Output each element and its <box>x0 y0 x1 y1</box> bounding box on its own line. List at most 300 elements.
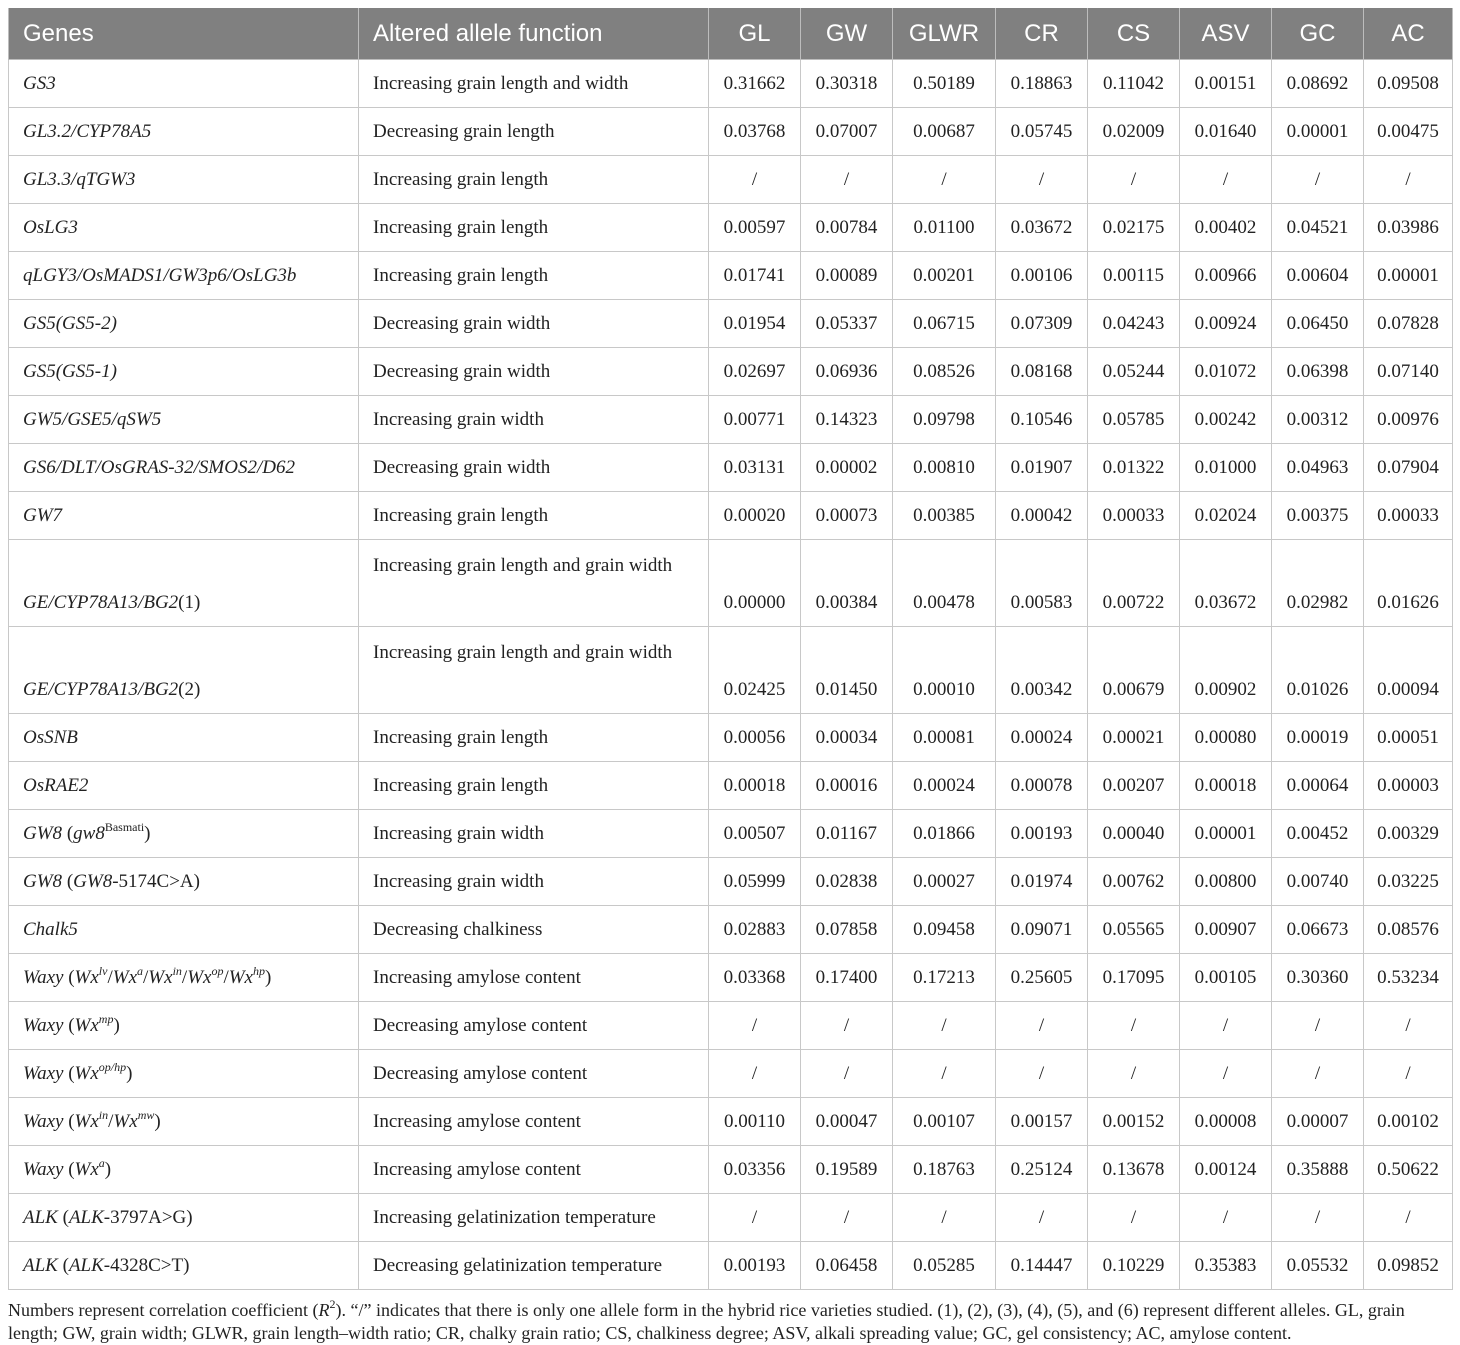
gene-text: ( <box>62 871 74 892</box>
value-cell: 0.00073 <box>801 492 893 540</box>
value-cell: 0.00021 <box>1088 714 1180 762</box>
value-cell: 0.00762 <box>1088 858 1180 906</box>
value-cell: / <box>893 1194 996 1242</box>
column-header: ASV <box>1180 8 1272 60</box>
table-row <box>9 1242 1453 1290</box>
value-cell: 0.00033 <box>1088 492 1180 540</box>
gene-superscript: a <box>137 964 144 978</box>
value-cell: / <box>893 1002 996 1050</box>
value-cell: / <box>1180 1050 1272 1098</box>
value-cell: 0.02024 <box>1180 492 1272 540</box>
value-cell: 0.00018 <box>1180 762 1272 810</box>
gene-text: Wx <box>74 1015 99 1036</box>
gene-text: -3797A>G) <box>103 1207 193 1228</box>
allele-function-cell: Decreasing grain width <box>359 300 709 348</box>
value-cell: 0.01450 <box>801 627 893 714</box>
column-header: GLWR <box>893 8 996 60</box>
value-cell: 0.17213 <box>893 954 996 1002</box>
value-cell: 0.05565 <box>1088 906 1180 954</box>
value-cell: / <box>1180 156 1272 204</box>
gene-text: OsLG3 <box>23 217 78 238</box>
gene-text: ) <box>144 823 151 844</box>
gene-text: ( <box>57 1255 69 1276</box>
gene-text: Waxy <box>23 1111 64 1132</box>
table-row <box>9 627 1453 714</box>
value-cell: 0.01974 <box>996 858 1088 906</box>
table-row <box>9 858 1453 906</box>
allele-function-cell: Decreasing chalkiness <box>359 906 709 954</box>
value-cell: 0.00106 <box>996 252 1088 300</box>
value-cell: 0.06458 <box>801 1242 893 1290</box>
gene-text: GW8 <box>23 823 63 844</box>
value-cell: 0.07858 <box>801 906 893 954</box>
value-cell: 0.01741 <box>709 252 801 300</box>
value-cell: 0.00008 <box>1180 1098 1272 1146</box>
gene-cell <box>9 1194 359 1242</box>
gene-text: ALK <box>23 1207 58 1228</box>
value-cell: / <box>1088 1002 1180 1050</box>
gene-cell <box>9 60 359 108</box>
allele-function-cell: Increasing grain length and grain width <box>359 627 709 714</box>
value-cell: 0.05999 <box>709 858 801 906</box>
gene-text: Wx <box>187 967 212 988</box>
value-cell: 0.01640 <box>1180 108 1272 156</box>
value-cell: / <box>801 1002 893 1050</box>
value-cell: 0.00800 <box>1180 858 1272 906</box>
gene-superscript: Basmati <box>104 820 145 834</box>
value-cell: 0.01072 <box>1180 348 1272 396</box>
gene-text: ( <box>63 1063 75 1084</box>
gene-cell <box>9 492 359 540</box>
value-cell: 0.00201 <box>893 252 996 300</box>
value-cell: / <box>1364 156 1453 204</box>
allele-function-cell: Decreasing gelatinization temperature <box>359 1242 709 1290</box>
gene-text: -4328C>T) <box>103 1255 190 1276</box>
value-cell: 0.00110 <box>709 1098 801 1146</box>
value-cell: 0.00001 <box>1272 108 1364 156</box>
value-cell: / <box>893 1050 996 1098</box>
value-cell: 0.01907 <box>996 444 1088 492</box>
value-cell: 0.00722 <box>1088 540 1180 627</box>
value-cell: / <box>1364 1002 1453 1050</box>
gene-text: GS3 <box>23 73 56 94</box>
value-cell: 0.00597 <box>709 204 801 252</box>
value-cell: 0.02009 <box>1088 108 1180 156</box>
value-cell: / <box>996 156 1088 204</box>
gene-superscript: hp <box>253 964 265 978</box>
table-row <box>9 348 1453 396</box>
allele-function-cell: Increasing grain length <box>359 252 709 300</box>
column-header: GL <box>709 8 801 60</box>
gene-text: / <box>223 967 229 988</box>
value-cell: 0.05337 <box>801 300 893 348</box>
allele-function-cell: Increasing gelatinization temperature <box>359 1194 709 1242</box>
allele-function-cell: Decreasing grain width <box>359 444 709 492</box>
value-cell: 0.35383 <box>1180 1242 1272 1290</box>
allele-function-cell: Increasing grain width <box>359 810 709 858</box>
gene-text: ALK <box>23 1255 58 1276</box>
value-cell: 0.00402 <box>1180 204 1272 252</box>
value-cell: 0.00385 <box>893 492 996 540</box>
allele-function-cell: Decreasing amylose content <box>359 1050 709 1098</box>
gene-cell <box>9 252 359 300</box>
gene-text: Chalk5 <box>23 919 78 940</box>
value-cell: / <box>1364 1194 1453 1242</box>
gene-cell <box>9 1002 359 1050</box>
gene-cell <box>9 954 359 1002</box>
value-cell: 0.00157 <box>996 1098 1088 1146</box>
value-cell: 0.00047 <box>801 1098 893 1146</box>
value-cell: 0.00312 <box>1272 396 1364 444</box>
value-cell: 0.00033 <box>1364 492 1453 540</box>
value-cell: 0.00056 <box>709 714 801 762</box>
allele-function-cell: Increasing grain length <box>359 204 709 252</box>
value-cell: 0.00375 <box>1272 492 1364 540</box>
value-cell: / <box>709 1194 801 1242</box>
value-cell: / <box>1180 1194 1272 1242</box>
gene-cell <box>9 1242 359 1290</box>
value-cell: 0.09798 <box>893 396 996 444</box>
gene-text: Wx <box>74 1063 99 1084</box>
value-cell: 0.00020 <box>709 492 801 540</box>
gene-cell <box>9 300 359 348</box>
value-cell: 0.00016 <box>801 762 893 810</box>
value-cell: 0.08692 <box>1272 60 1364 108</box>
gene-text: Wx <box>74 1159 99 1180</box>
table-container <box>8 8 1452 1345</box>
allele-function-cell: Increasing grain width <box>359 858 709 906</box>
table-row <box>9 1146 1453 1194</box>
value-cell: 0.25124 <box>996 1146 1088 1194</box>
value-cell: 0.17400 <box>801 954 893 1002</box>
gene-text: GE/CYP78A13/BG2 <box>23 679 179 700</box>
value-cell: 0.17095 <box>1088 954 1180 1002</box>
gene-text: Wx <box>74 967 99 988</box>
value-cell: 0.03768 <box>709 108 801 156</box>
value-cell: 0.02425 <box>709 627 801 714</box>
value-cell: 0.00242 <box>1180 396 1272 444</box>
gene-text: OsRAE2 <box>23 775 89 796</box>
gene-text: ( <box>57 1207 69 1228</box>
value-cell: 0.00081 <box>893 714 996 762</box>
value-cell: 0.14447 <box>996 1242 1088 1290</box>
value-cell: / <box>996 1194 1088 1242</box>
gene-text: Wx <box>228 967 253 988</box>
footnote-abbreviations: GL, grain length; GW, grain width; GLWR, grain length–width ratio; CR, chalky grain ratio; CS, chalkiness degree; ASV, alkali spreading value; GC, gel consistency; AC, amylose content. <box>8 1300 1405 1343</box>
allele-function-cell: Increasing grain width <box>359 396 709 444</box>
table-row <box>9 906 1453 954</box>
table-row <box>9 954 1453 1002</box>
value-cell: 0.03225 <box>1364 858 1453 906</box>
value-cell: 0.01026 <box>1272 627 1364 714</box>
value-cell: 0.06450 <box>1272 300 1364 348</box>
gene-text: ALK <box>68 1207 104 1228</box>
column-header: CR <box>996 8 1088 60</box>
gene-text: qLGY3/OsMADS1/GW3p6/OsLG3b <box>23 265 297 286</box>
allele-function-cell: Decreasing grain length <box>359 108 709 156</box>
table-footnote <box>8 1299 1452 1345</box>
value-cell: 0.00810 <box>893 444 996 492</box>
value-cell: 0.03672 <box>996 204 1088 252</box>
table-row <box>9 396 1453 444</box>
gene-text: / <box>107 967 113 988</box>
value-cell: 0.30360 <box>1272 954 1364 1002</box>
value-cell: 0.00740 <box>1272 858 1364 906</box>
value-cell: 0.00027 <box>893 858 996 906</box>
value-cell: 0.01167 <box>801 810 893 858</box>
gene-cell <box>9 156 359 204</box>
gene-cell <box>9 348 359 396</box>
value-cell: 0.02175 <box>1088 204 1180 252</box>
value-cell: / <box>1180 1002 1272 1050</box>
value-cell: 0.00115 <box>1088 252 1180 300</box>
value-cell: 0.00089 <box>801 252 893 300</box>
gene-text: / <box>108 1111 114 1132</box>
gene-cell <box>9 810 359 858</box>
table-row <box>9 1002 1453 1050</box>
gene-text: GL3.2/CYP78A5 <box>23 121 152 142</box>
value-cell: 0.07007 <box>801 108 893 156</box>
allele-function-cell: Increasing amylose content <box>359 954 709 1002</box>
gene-text: Wx <box>148 967 173 988</box>
value-cell: 0.30318 <box>801 60 893 108</box>
value-cell: / <box>996 1002 1088 1050</box>
gene-text: (2) <box>178 679 201 700</box>
value-cell: 0.01866 <box>893 810 996 858</box>
gene-superscript: in <box>98 1108 109 1122</box>
header-row <box>9 8 1453 60</box>
gene-text: (1) <box>178 592 201 613</box>
value-cell: / <box>1272 1002 1364 1050</box>
value-cell: / <box>709 1002 801 1050</box>
value-cell: 0.00024 <box>893 762 996 810</box>
value-cell: 0.02697 <box>709 348 801 396</box>
value-cell: 0.02883 <box>709 906 801 954</box>
value-cell: 0.00124 <box>1180 1146 1272 1194</box>
gene-cell <box>9 444 359 492</box>
value-cell: 0.00604 <box>1272 252 1364 300</box>
value-cell: 0.01626 <box>1364 540 1453 627</box>
gene-text: Waxy <box>23 1063 64 1084</box>
gene-text: GW8 <box>23 871 63 892</box>
gene-text: ( <box>62 823 74 844</box>
value-cell: 0.00094 <box>1364 627 1453 714</box>
table-row <box>9 762 1453 810</box>
gene-text: GW5/GSE5/qSW5 <box>23 409 162 430</box>
value-cell: 0.03672 <box>1180 540 1272 627</box>
allele-function-cell: Increasing grain length <box>359 714 709 762</box>
footnote-r: R <box>318 1300 330 1320</box>
gene-cell <box>9 1146 359 1194</box>
value-cell: 0.00040 <box>1088 810 1180 858</box>
gene-text: GE/CYP78A13/BG2 <box>23 592 179 613</box>
value-cell: 0.00010 <box>893 627 996 714</box>
allele-function-cell: Decreasing grain width <box>359 348 709 396</box>
footnote-text-1: Numbers represent correlation coefficient ( <box>8 1300 319 1320</box>
allele-function-cell: Increasing grain length <box>359 492 709 540</box>
column-header: Altered allele function <box>359 8 709 60</box>
gene-cell <box>9 108 359 156</box>
gene-superscript: op/hp <box>98 1060 127 1074</box>
gene-superscript: op <box>211 964 224 978</box>
value-cell: / <box>1088 1050 1180 1098</box>
gene-text: / <box>181 967 188 988</box>
gene-text: ( <box>63 1015 75 1036</box>
column-header: Genes <box>9 8 359 60</box>
value-cell: / <box>893 156 996 204</box>
value-cell: 0.00784 <box>801 204 893 252</box>
value-cell: 0.00193 <box>709 1242 801 1290</box>
gene-text: ) <box>265 967 272 988</box>
value-cell: 0.11042 <box>1088 60 1180 108</box>
gene-text: ( <box>63 1111 75 1132</box>
value-cell: 0.00907 <box>1180 906 1272 954</box>
value-cell: 0.50622 <box>1364 1146 1453 1194</box>
value-cell: 0.00107 <box>893 1098 996 1146</box>
value-cell: 0.06673 <box>1272 906 1364 954</box>
value-cell: 0.00019 <box>1272 714 1364 762</box>
column-header: GW <box>801 8 893 60</box>
value-cell: 0.53234 <box>1364 954 1453 1002</box>
gene-superscript: mw <box>137 1108 155 1122</box>
value-cell: 0.19589 <box>801 1146 893 1194</box>
value-cell: 0.00478 <box>893 540 996 627</box>
value-cell: 0.01100 <box>893 204 996 252</box>
value-cell: / <box>1272 1194 1364 1242</box>
gene-text: Waxy <box>23 1159 64 1180</box>
value-cell: 0.08168 <box>996 348 1088 396</box>
table-row <box>9 540 1453 627</box>
value-cell: 0.35888 <box>1272 1146 1364 1194</box>
value-cell: / <box>1088 156 1180 204</box>
value-cell: 0.07309 <box>996 300 1088 348</box>
gene-text: ALK <box>68 1255 104 1276</box>
value-cell: 0.01954 <box>709 300 801 348</box>
value-cell: 0.00080 <box>1180 714 1272 762</box>
value-cell: 0.00384 <box>801 540 893 627</box>
gene-cell <box>9 396 359 444</box>
gene-cell <box>9 204 359 252</box>
value-cell: 0.08576 <box>1364 906 1453 954</box>
value-cell: / <box>801 1050 893 1098</box>
value-cell: 0.05745 <box>996 108 1088 156</box>
gene-superscript: a <box>98 1156 105 1170</box>
value-cell: 0.09071 <box>996 906 1088 954</box>
value-cell: 0.00976 <box>1364 396 1453 444</box>
allele-function-cell: Increasing grain length <box>359 156 709 204</box>
value-cell: 0.00771 <box>709 396 801 444</box>
gene-superscript: in <box>172 964 182 978</box>
table-row <box>9 252 1453 300</box>
gene-text: / <box>143 967 149 988</box>
value-cell: 0.06936 <box>801 348 893 396</box>
value-cell: 0.00475 <box>1364 108 1453 156</box>
value-cell: 0.00034 <box>801 714 893 762</box>
value-cell: 0.25605 <box>996 954 1088 1002</box>
allele-function-cell: Increasing grain length and width <box>359 60 709 108</box>
value-cell: 0.00001 <box>1364 252 1453 300</box>
value-cell: / <box>709 156 801 204</box>
allele-function-cell: Increasing amylose content <box>359 1146 709 1194</box>
value-cell: 0.04243 <box>1088 300 1180 348</box>
value-cell: 0.00507 <box>709 810 801 858</box>
gene-cell <box>9 714 359 762</box>
table-row <box>9 1194 1453 1242</box>
value-cell: 0.00687 <box>893 108 996 156</box>
value-cell: 0.04521 <box>1272 204 1364 252</box>
table-row <box>9 714 1453 762</box>
table-row <box>9 492 1453 540</box>
gene-correlation-table <box>8 8 1453 1290</box>
value-cell: 0.07904 <box>1364 444 1453 492</box>
gene-cell <box>9 906 359 954</box>
gene-cell <box>9 858 359 906</box>
value-cell: 0.00000 <box>709 540 801 627</box>
value-cell: / <box>996 1050 1088 1098</box>
value-cell: / <box>1088 1194 1180 1242</box>
gene-text: ) <box>104 1159 112 1180</box>
value-cell: 0.04963 <box>1272 444 1364 492</box>
value-cell: 0.07140 <box>1364 348 1453 396</box>
table-row <box>9 300 1453 348</box>
gene-cell <box>9 1050 359 1098</box>
value-cell: 0.13678 <box>1088 1146 1180 1194</box>
gene-text: Waxy <box>23 1015 64 1036</box>
gene-superscript: mp <box>98 1012 114 1026</box>
value-cell: 0.03131 <box>709 444 801 492</box>
value-cell: 0.09852 <box>1364 1242 1453 1290</box>
value-cell: 0.00207 <box>1088 762 1180 810</box>
value-cell: 0.02982 <box>1272 540 1364 627</box>
gene-text: OsSNB <box>23 727 78 748</box>
value-cell: 0.00924 <box>1180 300 1272 348</box>
value-cell: / <box>801 1194 893 1242</box>
gene-text: GW8 <box>73 871 113 892</box>
gene-cell <box>9 627 359 714</box>
value-cell: 0.05244 <box>1088 348 1180 396</box>
value-cell: 0.05785 <box>1088 396 1180 444</box>
table-row <box>9 108 1453 156</box>
value-cell: 0.31662 <box>709 60 801 108</box>
allele-function-cell: Increasing grain length <box>359 762 709 810</box>
value-cell: 0.00051 <box>1364 714 1453 762</box>
value-cell: 0.00002 <box>801 444 893 492</box>
value-cell: 0.01000 <box>1180 444 1272 492</box>
value-cell: 0.00105 <box>1180 954 1272 1002</box>
value-cell: 0.08526 <box>893 348 996 396</box>
value-cell: 0.00064 <box>1272 762 1364 810</box>
value-cell: 0.00102 <box>1364 1098 1453 1146</box>
footnote-r-sup: 2 <box>329 1297 336 1311</box>
gene-text: ( <box>63 967 75 988</box>
value-cell: 0.06398 <box>1272 348 1364 396</box>
value-cell: 0.00679 <box>1088 627 1180 714</box>
value-cell: 0.07828 <box>1364 300 1453 348</box>
value-cell: 0.05285 <box>893 1242 996 1290</box>
gene-text: ) <box>154 1111 161 1132</box>
allele-function-cell: Increasing amylose content <box>359 1098 709 1146</box>
gene-cell <box>9 1098 359 1146</box>
gene-text: Wx <box>112 967 138 988</box>
table-row <box>9 60 1453 108</box>
value-cell: 0.00003 <box>1364 762 1453 810</box>
value-cell: 0.10546 <box>996 396 1088 444</box>
value-cell: 0.00342 <box>996 627 1088 714</box>
value-cell: 0.00018 <box>709 762 801 810</box>
gene-text: gw8 <box>73 823 105 844</box>
allele-function-cell: Decreasing amylose content <box>359 1002 709 1050</box>
table-row <box>9 1098 1453 1146</box>
